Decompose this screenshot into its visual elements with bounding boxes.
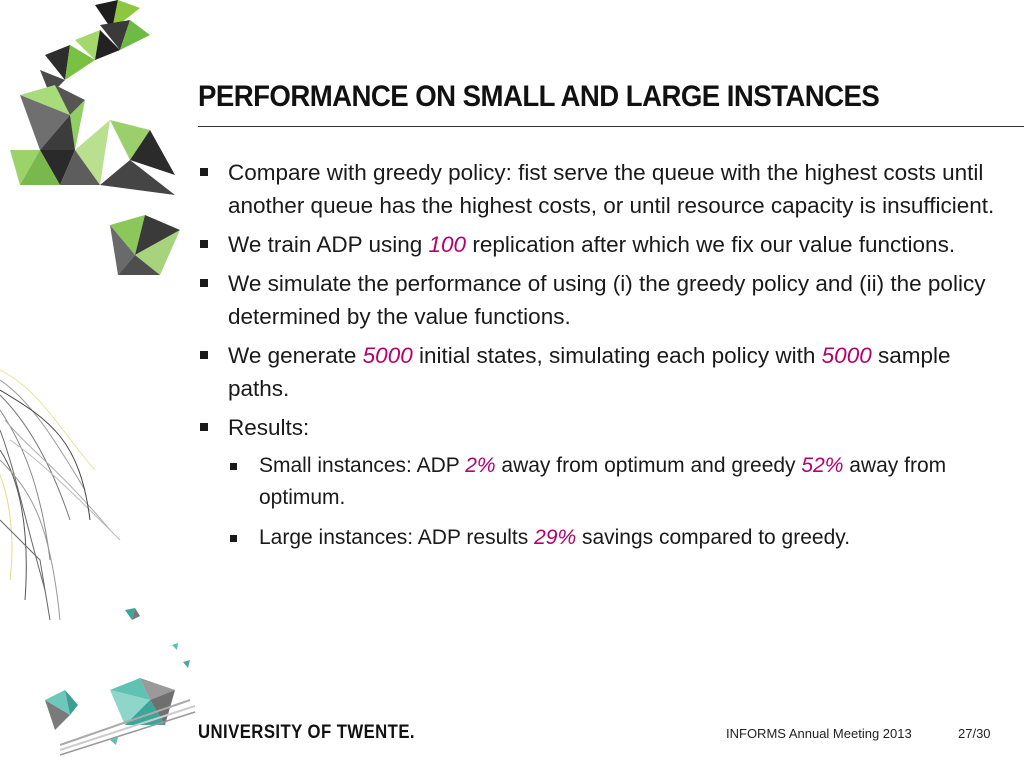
line-bundle: [0, 370, 120, 620]
slide-content: [198, 156, 998, 562]
sub-bullet-item: [198, 522, 998, 554]
bullet-text: replication after which we fix our value functions.: [466, 232, 956, 257]
page-number: 27/30: [958, 726, 991, 741]
decorative-artwork: [0, 0, 200, 768]
bullet-text: sample paths.: [228, 343, 951, 401]
square-bullet-icon: [230, 463, 237, 470]
green-crystal-cluster: [10, 0, 180, 275]
bullet-text: away from optimum and greedy: [495, 454, 802, 477]
bullet-text: We generate: [228, 343, 363, 368]
highlight-number: 2%: [465, 454, 496, 477]
bullet-text: Results:: [228, 415, 310, 440]
bullet-item: [198, 411, 998, 444]
teal-crystal-cluster: [45, 608, 195, 755]
square-bullet-icon: [200, 279, 208, 287]
bullet-text: away from optimum.: [259, 454, 947, 509]
square-bullet-icon: [200, 351, 208, 359]
bullet-text: We simulate the performance of using (i) the greedy policy and (ii) the policy determined by the value functions.: [228, 271, 986, 329]
bullet-item: [198, 228, 998, 261]
highlight-number: 100: [428, 232, 467, 257]
slide-title: PERFORMANCE ON SMALL AND LARGE INSTANCES: [198, 80, 880, 113]
square-bullet-icon: [230, 535, 237, 542]
bullet-text: Compare with greedy policy: fist serve the queue with the highest costs until another queue has the highest costs, or until resource capacity is insufficient.: [228, 160, 995, 218]
square-bullet-icon: [200, 423, 208, 431]
university-logo: UNIVERSITY OF TWENTE.: [198, 722, 416, 743]
bullet-item: [198, 339, 998, 405]
highlight-number: 5000: [362, 343, 413, 368]
highlight-number: 52%: [801, 454, 844, 477]
highlight-number: 5000: [821, 343, 872, 368]
square-bullet-icon: [200, 168, 208, 176]
bullet-text: We train ADP using: [228, 232, 429, 257]
title-divider: [198, 126, 1024, 127]
highlight-number: 29%: [534, 526, 577, 549]
bullet-text: Large instances: ADP results: [259, 526, 535, 549]
bullet-text: Small instances: ADP: [259, 454, 466, 477]
bullet-item: [198, 267, 998, 333]
sub-bullet-item: [198, 450, 998, 514]
bullet-text: savings compared to greedy.: [576, 526, 851, 549]
bullet-item: [198, 156, 998, 222]
bullet-text: initial states, simulating each policy with: [412, 343, 822, 368]
event-name: INFORMS Annual Meeting 2013: [726, 726, 912, 741]
square-bullet-icon: [200, 240, 208, 248]
